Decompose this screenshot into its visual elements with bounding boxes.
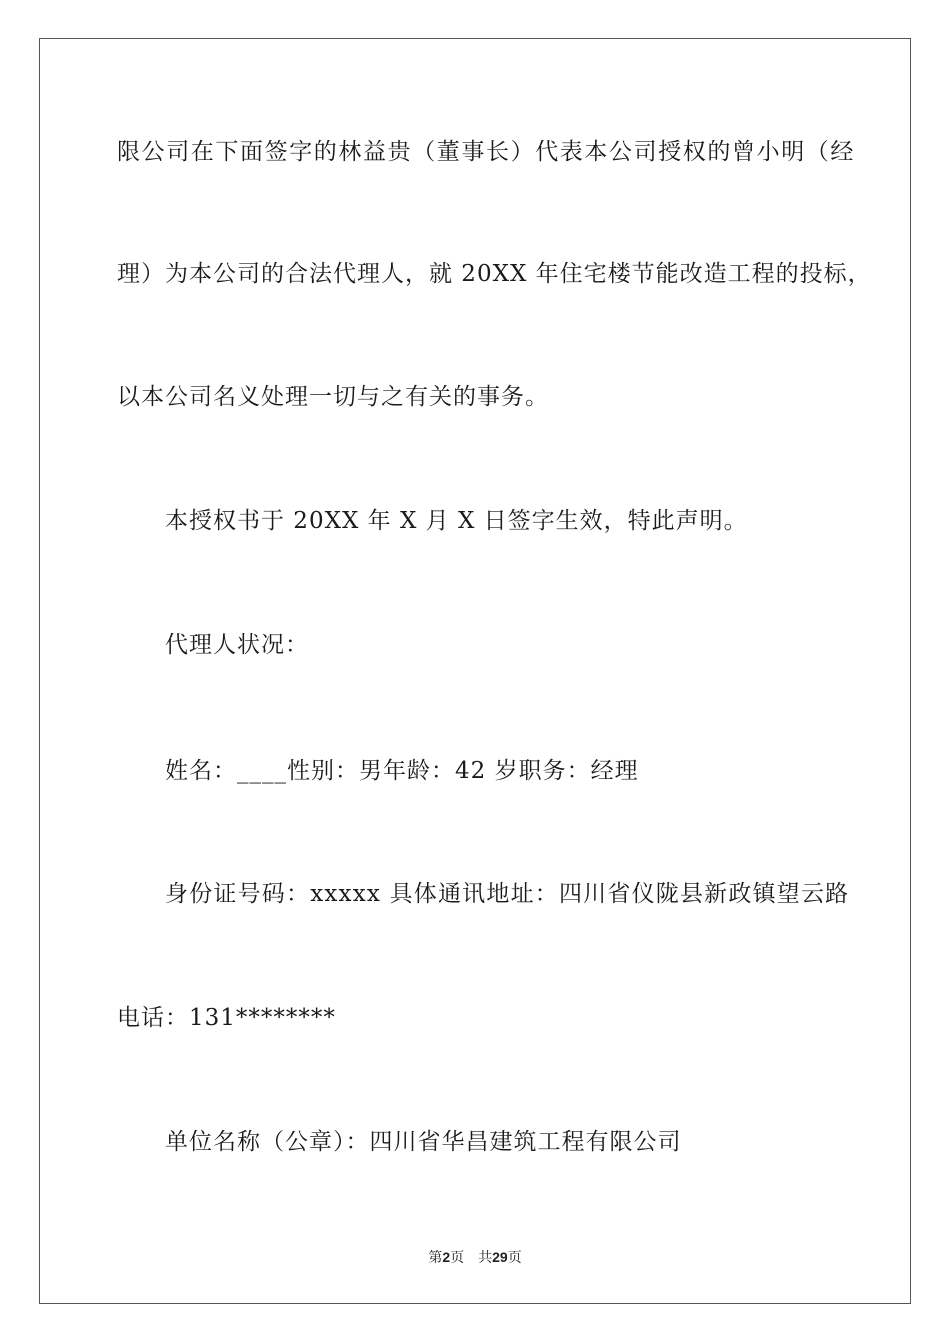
total-suffix: 页 — [507, 1250, 522, 1266]
page-number: 2 — [442, 1249, 451, 1265]
company-name-seal: 单位名称（公章）：四川省华昌建筑工程有限公司 — [165, 1129, 682, 1155]
page-prefix: 第 — [428, 1250, 443, 1266]
body-text-line: 以本公司名义处理一切与之有关的事务。 — [117, 384, 549, 410]
total-pages: 29 — [492, 1249, 508, 1265]
agent-info-heading: 代理人状况： — [165, 632, 309, 658]
body-text-line: 理）为本公司的合法代理人，就 20XX 年住宅楼节能改造工程的投标， — [117, 261, 872, 287]
page-footer — [0, 1247, 950, 1268]
effective-date-statement: 本授权书于 20XX 年 X 月 X 日签字生效，特此声明。 — [165, 508, 748, 534]
page-suffix: 页 — [450, 1250, 465, 1266]
agent-name-gender-age-position: 姓名：____性别：男年龄：42 岁职务：经理 — [165, 758, 639, 784]
total-prefix: 共 — [478, 1250, 493, 1266]
page-border — [39, 38, 911, 1304]
body-text-line: 限公司在下面签字的林益贵（董事长）代表本公司授权的曾小明（经 — [117, 139, 855, 165]
agent-id-and-address: 身份证号码：xxxxx 具体通讯地址：四川省仪陇县新政镇望云路 — [165, 881, 850, 907]
agent-phone: 电话：131******** — [117, 1005, 336, 1031]
